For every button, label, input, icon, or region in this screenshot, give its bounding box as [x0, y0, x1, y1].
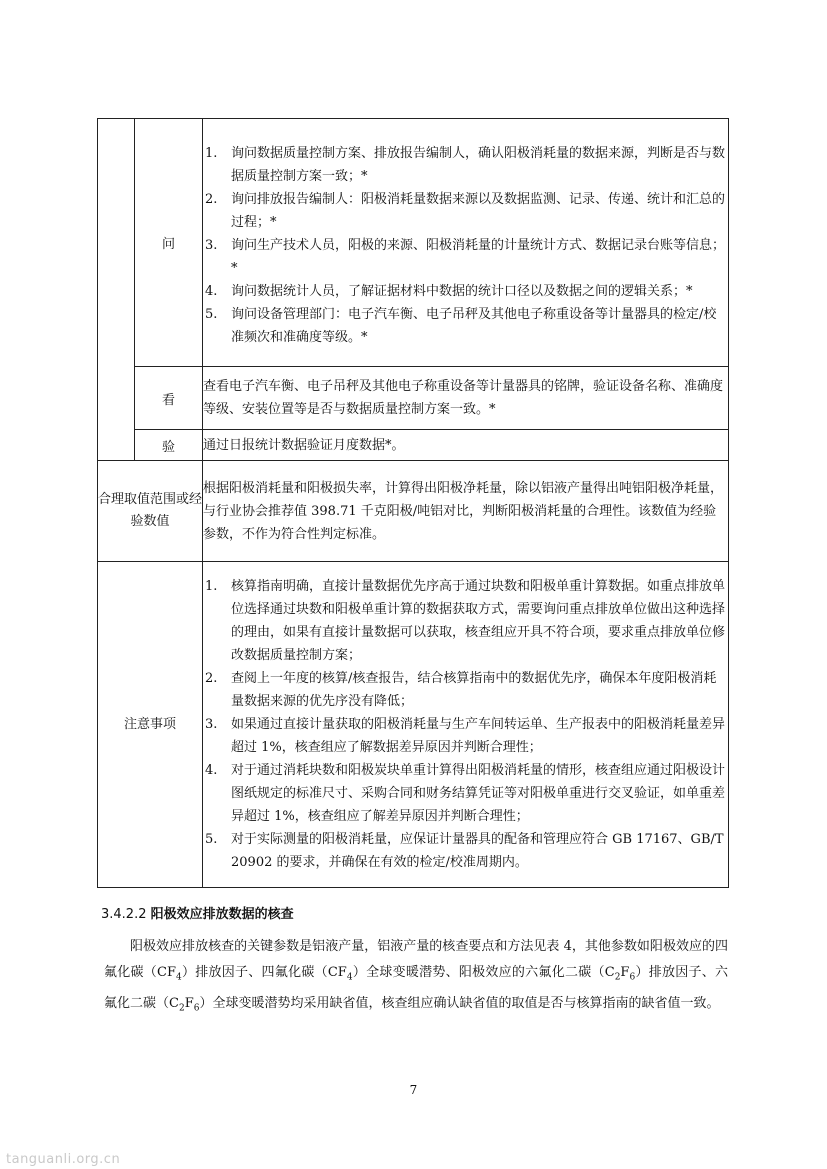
list-item: 1. 核算指南明确，直接计量数据优先序高于通过块数和阳极单重计算数据。如重点排放单位选择通过块数和阳极单重计算的数据获取方式，需要询问重点排放单位做出这种选择的理由，如果有直接计量数据可以获取，核查组应开具不符合项，要求重点排放单位修改数据质量控制方案；	[205, 579, 726, 663]
verification-table	[97, 118, 729, 888]
page-number: 7	[409, 1083, 418, 1097]
range-label: 合理取值范围或经验数值	[98, 461, 203, 562]
row-look	[98, 367, 729, 430]
row-check	[98, 430, 729, 461]
row-ask	[98, 119, 729, 367]
list-item: 3. 如果通过直接计量获取的阳极消耗量与生产车间转运单、生产报表中的阳极消耗量差异超过 1%，核查组应了解数据差异原因并判断合理性；	[205, 717, 726, 755]
list-item: 2. 查阅上一年度的核算/核查报告，结合核算指南中的数据优先序，确保本年度阳极消耗量数据来源的优先序没有降低；	[205, 671, 717, 709]
ask-label: 问	[135, 119, 203, 367]
notes-label: 注意事项	[98, 562, 203, 888]
section-heading	[101, 903, 294, 922]
body-paragraph: 阳极效应排放核查的关键参数是铝液产量，铝液产量的核查要点和方法见表 4，其他参数如阳极效应的四氟化碳$(CF_4)$排放因子、四氟化碳$(CF_4)$全球变暖潜势、阳极效应的六氟化二碳$(C_2F_6)$排放因子、六氟化二碳$(C_2F_6)$全球变暖潜势均采用缺省值，核查组应确认缺省值的取值是否与核算指南的缺省值一致。	[104, 939, 728, 1014]
ask-list	[203, 142, 728, 349]
list-item: 4. 对于通过消耗块数和阳极炭块单重计算得出阳极消耗量的情形，核查组应通过阳极设计图纸规定的标准尺寸、采购合同和财务结算凭证等对阳极单重进行交叉验证，如单重差异超过 1%，核查组应了解差异原因并判断合理性；	[205, 763, 726, 824]
section-number: 3.4.2.2	[101, 907, 147, 922]
list-item: 4. 询问数据统计人员，了解证据材料中数据的统计口径以及数据之间的逻辑关系；*	[205, 284, 693, 299]
list-item: 5. 对于实际测量的阳极消耗量，应保证计量器具的配备和管理应符合 GB 17167、GB/T 20902 的要求，并确保在有效的检定/校准周期内。	[205, 832, 724, 870]
check-content: 通过日报统计数据验证月度数据*。	[203, 430, 729, 461]
list-item: 3. 询问生产技术人员，阳极的来源、阳极消耗量的计量统计方式、数据记录台账等信息；*	[205, 238, 726, 276]
ask-content	[203, 119, 729, 367]
check-label: 验	[135, 430, 203, 461]
look-content: 查看电子汽车衡、电子吊秤及其他电子称重设备等计量器具的铭牌，验证设备名称、准确度等级、安装位置等是否与数据质量控制方案一致。*	[203, 367, 729, 430]
merged-blank-cell	[98, 119, 135, 461]
range-content: 根据阳极消耗量和阳极损失率，计算得出阳极净耗量，除以铝液产量得出吨铝阳极净耗量，与行业协会推荐值 398.71 千克阳极/吨铝对比，判断阳极消耗量的合理性。该数值为经验参数，不作为符合性判定标准。	[203, 461, 729, 562]
notes-list	[203, 575, 728, 874]
look-label: 看	[135, 367, 203, 430]
row-range	[98, 461, 729, 562]
list-item: 5. 询问设备管理部门：电子汽车衡、电子吊秤及其他电子称重设备等计量器具的检定/校准频次和准确度等级。*	[205, 307, 717, 345]
list-item: 2. 询问排放报告编制人：阳极消耗量数据来源以及数据监测、记录、传递、统计和汇总的过程；*	[205, 192, 726, 230]
watermark: tanguanli.org.cn	[6, 1152, 121, 1167]
notes-content	[203, 562, 729, 888]
row-notes	[98, 562, 729, 888]
section-title: 阳极效应排放数据的核查	[150, 907, 294, 922]
list-item: 1. 询问数据质量控制方案、排放报告编制人，确认阳极消耗量的数据来源，判断是否与数据质量控制方案一致；*	[205, 146, 726, 184]
